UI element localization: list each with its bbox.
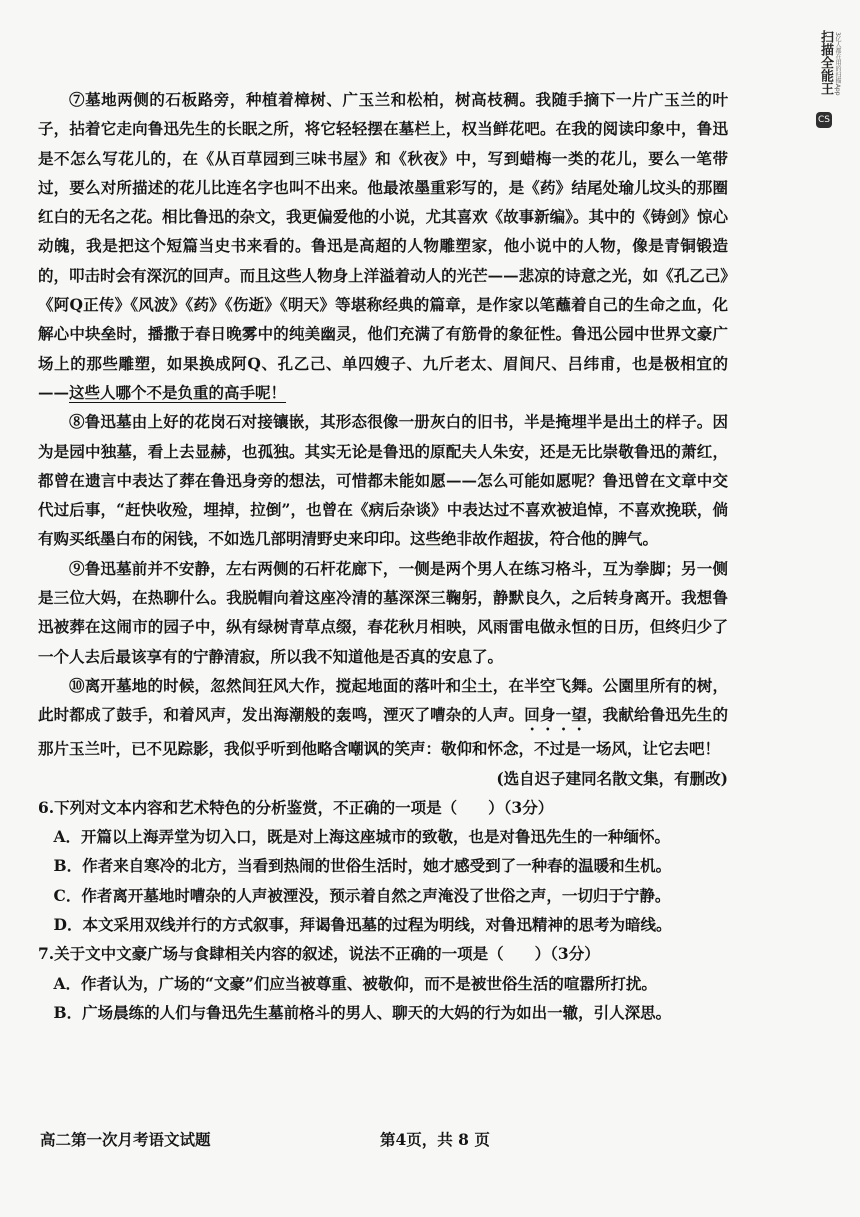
question-6-option-b: B．作者来自寒冷的北方，当看到热闹的世俗生活时，她才感受到了一种春的温暖和生机。 (53, 856, 672, 876)
paragraph-7 (38, 85, 728, 407)
paragraph-8: ⑧鲁迅墓由上好的花岗石对接镶嵌，其形态很像一册灰白的旧书，半是掩埋半是出土的样子。因为是园中独墓，看上去显赫，也孤独。其实无论是鲁迅的原配夫人朱安，还是无比崇敬鲁迅的萧红，都曾在遗言中表达了葬在鲁迅身旁的想法，可惜都未能如愿——怎么可能如愿呢？鲁迅曾在文章中交代过后事，“赶快收殓，埋掉，拉倒”，也曾在《病后杂谈》中表达过不喜欢被追悼，不喜欢挽联，倘有购买纸墨白布的闲钱，不如选几部明清野史来印印。这些绝非故作超拔，符合他的脾气。 (38, 412, 728, 549)
paragraph-10 (38, 671, 728, 764)
paragraph-10-text-b: ，我献给鲁迅先生的那片玉兰叶，已不见踪影，我似乎听到他略含嘲讽的笑声：敬仰和怀念，不过是一场风，让它去吧！ (38, 705, 728, 759)
paragraph-9: ⑨鲁迅墓前并不安静，左右两侧的石杆花廊下，一侧是两个男人在练习格斗，互为拳脚；另一侧是三位大妈，在热聊什么。我脱帽向着这座冷清的墓深深三鞠躬，静默良久，之后转身离开。我想鲁迅被葬在这闹市的园子中，纵有绿树青草点缀，春花秋月相映，风雨雷电做永恒的日历，但终归少了一个人去后最该享有的宁静清寂，所以我不知道他是否真的安息了。 (38, 558, 728, 666)
question-7-option-b: B．广场晨练的人们与鲁迅先生墓前格斗的男人、聊天的大妈的行为如出一辙，引人深思。 (53, 1002, 672, 1022)
paragraph-7-underlined: 这些人哪个不是负重的高手呢！ (69, 382, 287, 402)
question-6-option-c: C．作者离开墓地时嘈杂的人声被湮没，预示着自然之声淹没了世俗之声，一切归于宁静。 (53, 885, 671, 905)
source-note: (选自迟子建同名散文集，有删改) (496, 768, 728, 788)
camscanner-logo-icon: CS (816, 112, 832, 128)
watermark-name: 扫描全能王 (818, 30, 833, 95)
paragraph-10-dotted: 回身一望 (524, 705, 587, 725)
question-6-option-d: D．本文采用双线并行的方式叙事，拜谒鲁迅墓的过程为明线，对鲁迅精神的思考为暗线。 (53, 915, 672, 935)
question-6-option-a: A．开篇以上海弄堂为切入口，既是对上海这座城市的致敬，也是对鲁迅先生的一种缅怀。 (53, 827, 671, 847)
scanner-watermark (816, 12, 842, 152)
paragraph-7-text: ⑦墓地两侧的石板路旁，种植着樟树、广玉兰和松柏，树高枝稠。我随手摘下一片广玉兰的叶子，拈着它走向鲁迅先生的长眠之所，将它轻轻摆在墓栏上，权当鲜花吧。在我的阅读印象中，鲁迅是不怎么写花儿的，在《从百草园到三味书屋》和《秋夜》中，写到蜡梅一类的花儿，要么一笔带过，要么对所描述的花儿比连名字也叫不出来。他最浓墨重彩写的，是《药》结尾处瑜儿坟头的那圈红白的无名之花。相比鲁迅的杂文，我更偏爱他的小说，尤其喜欢《故事新编》。其中的《铸剑》惊心动魄，我是把这个短篇当史书来看的。鲁迅是高超的人物雕塑家，他小说中的人物，像是青铜锻造的，叩击时会有深沉的回声。而且这些人物身上洋溢着动人的光芒——悲凉的诗意之光，如《孔乙己》《阿Q正传》《风波》《药》《伤逝》《明天》等堪称经典的篇章，是作家以笔蘸着自己的生命之血，化解心中块垒时，播撒于春日晚雾中的纯美幽灵，他们充满了有筋骨的象征性。鲁迅公园中世界文豪广场上的那些雕塑，如果换成阿Q、孔乙己、单四嫂子、九斤老太、眉间尺、吕纬甫，也是极相宜的—— (38, 90, 728, 402)
footer-page-number: 第4页，共 8 页 (380, 1130, 490, 1149)
watermark-sub: 3亿人都在用的扫描App (834, 32, 841, 96)
paragraph-10-text-a: ⑩离开墓地的时候，忽然间狂风大作，搅起地面的落叶和尘土，在半空飞舞。公園里所有的树，此时都成了鼓手，和着风声，发出海潮般的轰鸣，湮灭了嘈杂的人声。 (38, 675, 728, 725)
footer-exam-title: 高二第一次月考语文试题 (40, 1130, 211, 1149)
question-7-option-a: A．作者认为，广场的“文豪”们应当被尊重、被敬仰，而不是被世俗生活的喧嚣所打扰。 (53, 973, 657, 993)
question-6-stem: 6.下列对文本内容和艺术特色的分析鉴赏，不正确的一项是（ ）（3分） (38, 797, 554, 817)
question-7-stem: 7.关于文中文豪广场与食肆相关内容的叙述，说法不正确的一项是（ ）（3分） (38, 944, 600, 964)
passage-content (38, 85, 728, 1027)
